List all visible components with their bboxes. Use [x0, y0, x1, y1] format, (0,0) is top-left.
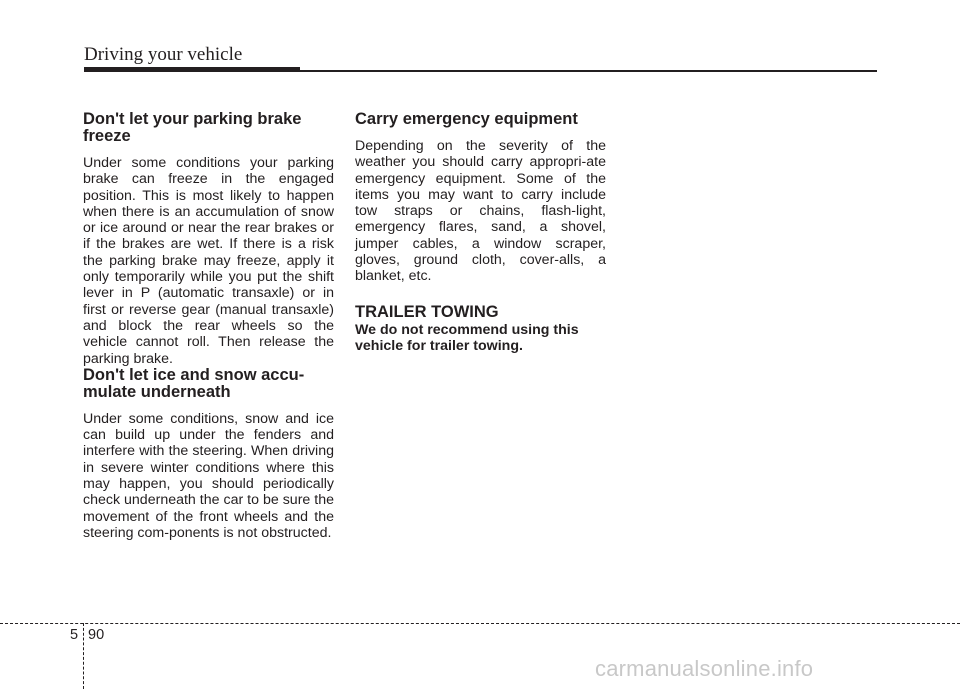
left-column	[83, 111, 334, 541]
right-column	[355, 111, 606, 354]
parking-brake-body: Under some conditions your parking brake can freeze in the engaged position. This is most likely to happen when there is an accumulation of snow or ice around or near the rear brakes or if the brakes are wet. If there is a risk the parking brake may freeze, apply it only temporarily while you put the shift lever in P (automatic transaxle) or in first or reverse gear (manual transaxle) and block the rear wheels so the vehicle cannot roll. Then release the parking brake.	[83, 155, 334, 367]
footer-dashed-divider	[83, 623, 84, 689]
trailer-towing-body: We do not recommend using this vehicle for trailer towing.	[355, 321, 579, 354]
watermark-text: carmanualsonline.info	[595, 656, 814, 681]
header-title: Driving your vehicle	[84, 44, 243, 65]
trailer-towing-heading: TRAILER TOWING	[355, 302, 499, 321]
ice-snow-body: Under some conditions, snow and ice can build up under the fenders and interfere with the steering. When driving in severe winter conditions where this may happen, you should periodically check underneath the car to be sure the movement of the front wheels and the steering com-ponents is not obstructed.	[83, 410, 334, 541]
emergency-equipment-heading: Carry emergency equipment	[355, 110, 578, 128]
parking-brake-heading: Don't let your parking brake freeze	[83, 110, 302, 145]
page-number: 90	[88, 627, 105, 643]
emergency-equipment-body: Depending on the severity of the weather you should carry appropri-ate emergency equipment. Some of the items you may want to carry include tow straps or chains, flash-light, emergency flares, sand, a shovel, jumper cables, a window scraper, gloves, ground cloth, cover-alls, a blanket, etc.	[355, 138, 606, 285]
header-rule-thin	[84, 70, 877, 72]
ice-snow-heading: Don't let ice and snow accu-mulate underneath	[83, 365, 305, 401]
chapter-number: 5	[70, 627, 79, 643]
footer-dashed-rule	[0, 623, 960, 624]
